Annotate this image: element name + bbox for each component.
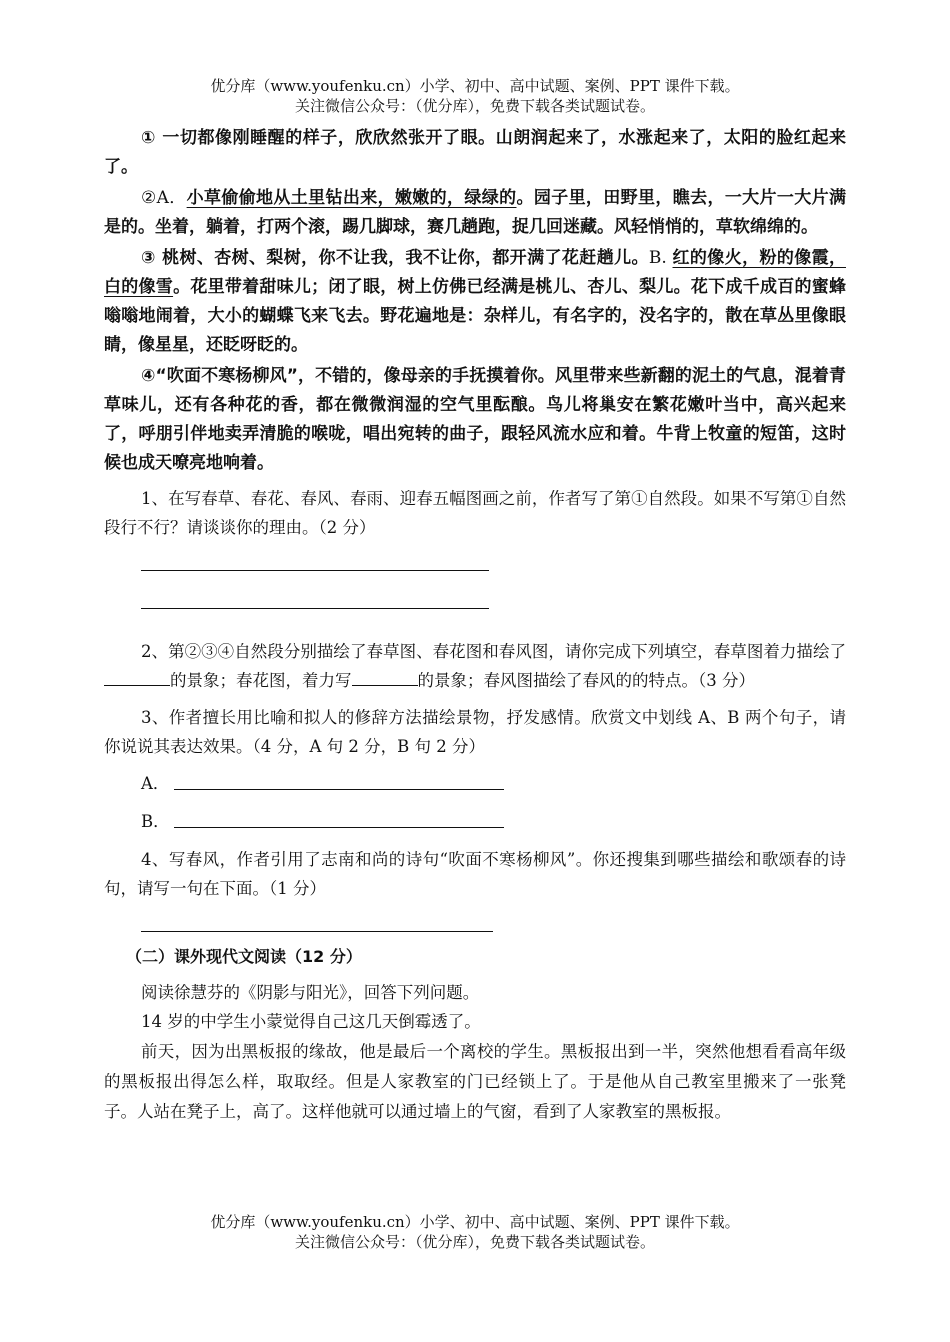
header-line-1: 优分库（www.youfenku.cn）小学、初中、高中试题、案例、PPT 课件下载。 (210, 77, 740, 95)
story-paragraph-1: 14 岁的中学生小蒙觉得自己这几天倒霉透了。 (141, 1012, 481, 1031)
document-body (104, 124, 846, 1127)
page-footer (0, 1212, 950, 1252)
question-2-part-a: 2、第②③④自然段分别描绘了春草图、春花图和春风图，请你完成下列填空，春草图着力描绘了 (141, 642, 846, 661)
passage-paragraph-3 (104, 244, 846, 360)
blank-spring-flowers[interactable] (352, 667, 418, 686)
story-paragraph-2: 前天，因为出黑板报的缘故，他是最后一个离校的学生。黑板报出到一半，突然他想看看高年级的黑板报出得怎么样，取取经。但是人家教室的门已经锁上了。于是他从自己教室里搬来了一张凳子。人站在凳子上，高了。这样他就可以通过墙上的气窗，看到了人家教室的黑板报。 (104, 1042, 846, 1121)
question-2-part-c: 的景象；春风图描绘了春风的的特点。（3 分） (417, 671, 755, 690)
blank-spring-grass[interactable] (104, 667, 170, 686)
question-2-part-b: 的景象；春花图，着力写 (170, 671, 352, 690)
footer-line-1: 优分库（www.youfenku.cn）小学、初中、高中试题、案例、PPT 课件下载。 (210, 1213, 740, 1231)
section-2-title: （二）课外现代文阅读（12 分） (126, 947, 362, 966)
passage-paragraph-4: ④“吹面不寒杨柳风”，不错的，像母亲的手抚摸着你。风里带来些新翻的泥土的气息，混着青草味儿，还有各种花的香，都在微微润湿的空气里酝酿。鸟儿将巢安在繁花嫩叶当中，高兴起来了，呼朋引伴地卖弄清脆的喉咙，唱出宛转的曲子，跟轻风流水应和着。牛背上牧童的短笛，这时候也成天嘹亮地响着。 (104, 366, 846, 473)
page-header (0, 76, 950, 116)
answer-row-b (141, 807, 846, 831)
paragraph-3-rest: 。花里带着甜味儿；闭了眼，树上仿佛已经满是桃儿、杏儿、梨儿。花下成千成百的蜜蜂嗡嗡地闹着，大小的蝴蝶飞来飞去。野花遍地是：杂样儿，有名字的，没名字的，散在草丛里像眼睛，像星星，还眨呀眨的。 (104, 277, 847, 355)
footer-line-2: 关注微信公众号：（优分库），免费下载各类试题试卷。 (294, 1233, 655, 1251)
question-2 (104, 637, 846, 695)
passage-paragraph-2 (104, 184, 846, 242)
answer-line-a[interactable] (174, 789, 504, 790)
section-2-intro: 阅读徐慧芬的《阴影与阳光》，回答下列问题。 (141, 983, 480, 1002)
answer-line-q1-b[interactable] (141, 608, 489, 609)
answer-label-a: A． (141, 774, 170, 793)
passage-paragraph-1: ① 一切都像刚睡醒的样子，欣欣然张开了眼。山朗润起来了，水涨起来了，太阳的脸红起来了。 (104, 128, 846, 177)
question-4: 4、写春风，作者引用了志南和尚的诗句“吹面不寒杨柳风”。你还搜集到哪些描绘和歌颂春的诗句，请写一句在下面。（1 分） (104, 850, 846, 898)
question-1: 1、在写春草、春花、春风、春雨、迎春五幅图画之前，作者写了第①自然段。如果不写第①自然段行不行？请谈谈你的理由。（2 分） (104, 489, 846, 537)
paragraph-2-rest: 。园子里，田野里，瞧去，一大片一大片满是的。坐着，躺着，打两个滚，踢几脚球，赛几趟跑，捉几回迷藏。风轻悄悄的，草软绵绵的。 (104, 188, 846, 237)
header-line-2: 关注微信公众号：（优分库），免费下载各类试题试卷。 (294, 97, 655, 115)
answer-line-q1-a[interactable] (141, 570, 489, 571)
answer-label-b: B． (141, 812, 170, 831)
underlined-sentence-b: 红的像火，粉的像霞，白的像雪 (104, 248, 846, 297)
underlined-sentence-a: 小草偷偷地从土里钻出来，嫩嫩的，绿绿的 (186, 188, 517, 208)
answer-line-b[interactable] (174, 827, 504, 828)
sentence-b-label: B. (648, 248, 673, 268)
answer-row-a (141, 769, 846, 793)
answer-line-q4[interactable] (141, 931, 493, 932)
paragraph-3-start: ③ 桃树、杏树、梨树，你不让我，我不让你，都开满了花赶趟儿。 (141, 248, 649, 268)
sentence-a-label: ②A． (141, 188, 187, 208)
question-3: 3、作者擅长用比喻和拟人的修辞方法描绘景物，抒发感情。欣赏文中划线 A、B 两个句子，请你说说其表达效果。（4 分，A 句 2 分，B 句 2 分） (104, 708, 846, 756)
